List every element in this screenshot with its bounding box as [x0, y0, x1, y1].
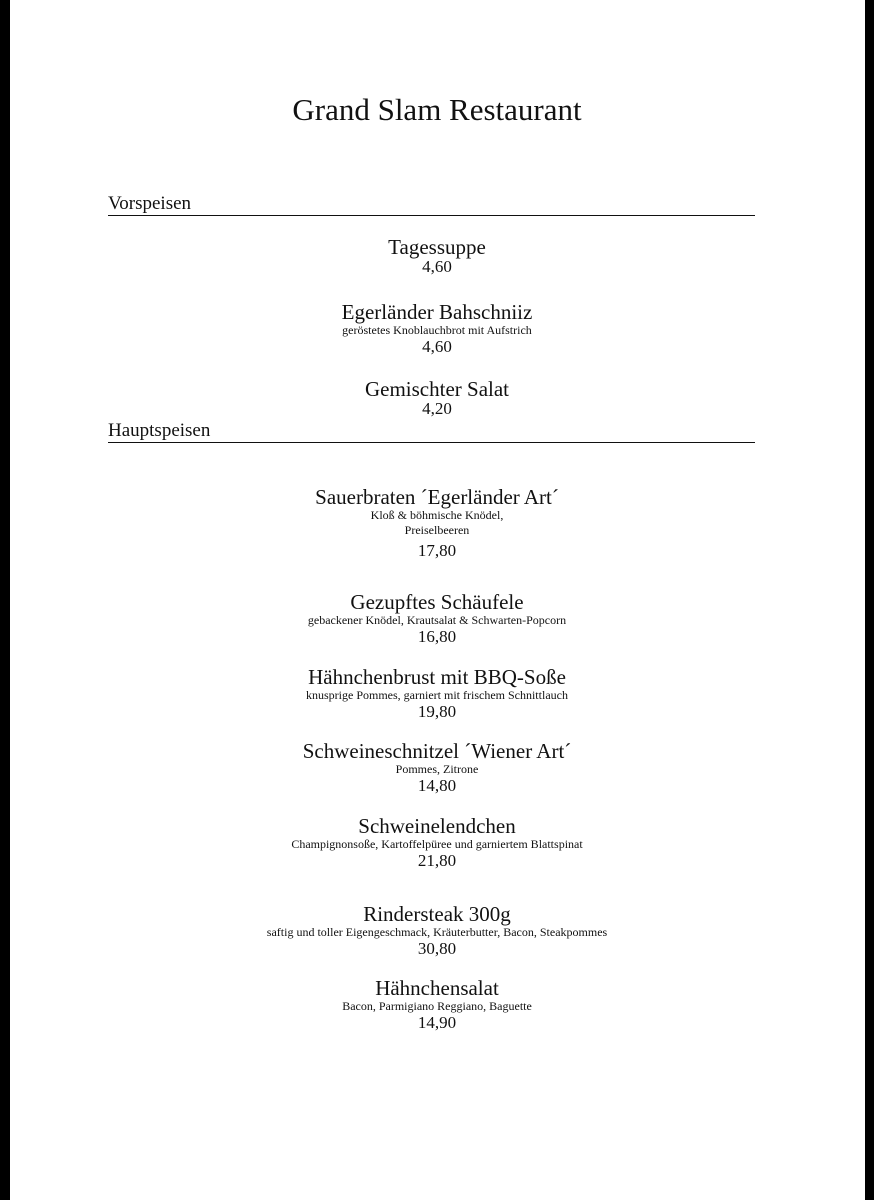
item-name: Sauerbraten ´Egerländer Art´: [315, 485, 559, 509]
item-description: Bacon, Parmigiano Reggiano, Baguette: [342, 999, 532, 1013]
item-description: geröstetes Knoblauchbrot mit Aufstrich: [342, 323, 532, 337]
item-price: 4,20: [422, 399, 452, 418]
item-name: Gezupftes Schäufele: [350, 590, 524, 614]
item-price: 30,80: [417, 939, 457, 958]
item-name: Gemischter Salat: [364, 377, 510, 401]
item-name: Hähnchenbrust mit BBQ-Soße: [308, 665, 566, 689]
menu-item: [0, 815, 874, 870]
menu-item: [0, 236, 874, 276]
item-description: Kloß & böhmische Knödel,: [370, 508, 504, 522]
menu-item: [0, 486, 874, 560]
item-description: Preiselbeeren: [404, 523, 470, 537]
item-description: Champignonsoße, Kartoffelpüree und garniertem Blattspinat: [291, 837, 583, 851]
item-description: gebackener Knödel, Krautsalat & Schwarten-Popcorn: [307, 613, 567, 627]
restaurant-title: Grand Slam Restaurant: [292, 92, 582, 127]
item-name: Schweineschnitzel ´Wiener Art´: [302, 739, 572, 763]
item-name: Egerländer Bahschniiz: [341, 300, 533, 324]
menu-item: [0, 378, 874, 418]
menu-item: [0, 666, 874, 721]
item-price: 16,80: [417, 627, 457, 646]
item-price: 14,80: [417, 776, 457, 795]
section-header-hauptspeisen: Hauptspeisen: [108, 420, 755, 443]
menu-item: [0, 591, 874, 646]
item-price: 17,80: [417, 541, 457, 560]
menu-item: [0, 740, 874, 795]
section-header-vorspeisen: Vorspeisen: [108, 193, 755, 216]
item-description: Pommes, Zitrone: [395, 762, 479, 776]
menu-item: [0, 903, 874, 958]
item-description: knusprige Pommes, garniert mit frischem Schnittlauch: [306, 688, 568, 702]
item-description: saftig und toller Eigengeschmack, Kräuterbutter, Bacon, Steakpommes: [266, 925, 608, 939]
item-price: 4,60: [422, 337, 452, 356]
item-name: Rindersteak 300g: [363, 902, 511, 926]
item-price: 21,80: [417, 851, 457, 870]
item-name: Hähnchensalat: [375, 976, 499, 1000]
menu-item: [0, 977, 874, 1032]
menu-item: [0, 301, 874, 356]
item-price: 4,60: [422, 257, 452, 276]
item-price: 14,90: [417, 1013, 457, 1032]
item-name: Tagessuppe: [388, 235, 486, 259]
item-name: Schweinelendchen: [358, 814, 516, 838]
item-price: 19,80: [417, 702, 457, 721]
